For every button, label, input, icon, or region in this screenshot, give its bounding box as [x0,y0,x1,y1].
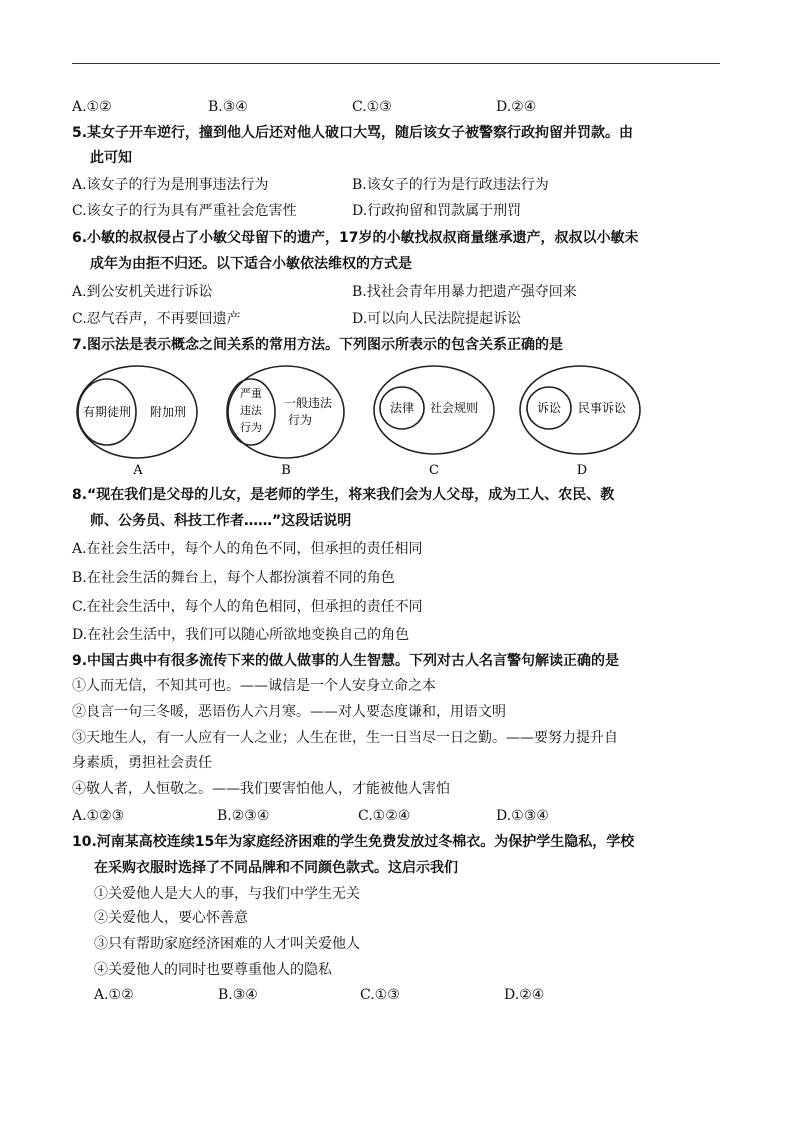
diagram-a-outer-label: 附加刑 [149,405,187,419]
q9-item-3-cont: 身素质，勇担社会责任 [72,755,212,771]
diagram-d-outer-label: 民事诉讼 [577,401,627,415]
q6-option-d: D.可以向人民法院提起诉讼 [352,311,522,327]
q4-option-d: D.②④ [496,99,537,115]
header-rule [72,63,720,64]
q5-option-d: D.行政拘留和罚款属于刑罚 [352,203,522,219]
q9-option-a: A.①②③ [72,808,125,824]
q10-option-a: A.①② [94,987,134,1003]
diagram-d-letter: D [576,463,588,476]
q9-item-4: ④敬人者，人恒敬之。——我们要害怕他人，才能被他人害怕 [72,781,450,797]
q6-option-b: B.找社会青年用暴力把遗产强夺回来 [352,284,577,300]
q5-option-a: A.该女子的行为是刑事违法行为 [72,177,269,193]
q4-option-a: A.①② [72,99,112,115]
diagram-a [77,366,197,476]
q8-option-b: B.在社会生活的舞台上，每个人都扮演着不同的角色 [72,570,395,586]
q9-item-1: ①人而无信，不知其可也。——诚信是一个人安身立命之本 [72,678,436,694]
q10-option-d: D.②④ [504,987,545,1003]
diagram-a-inner-label: 有期徒刑 [82,405,132,419]
q10-option-c: C.①③ [360,987,400,1003]
q5-option-b: B.该女子的行为是行政违法行为 [352,177,549,193]
diagram-c-letter: C [429,463,439,476]
diagram-b-outer-label-2: 行为 [287,413,313,427]
q9-item-3: ③天地生人，有一人应有一人之业；人生在世，生一日当尽一日之勤。——要努力提升自 [72,730,618,746]
diagram-b-inner-label-1: 严重 [240,387,262,400]
q10-item-3: ③只有帮助家庭经济困难的人才叫关爱他人 [94,936,360,952]
diagram-b [227,366,344,476]
q6-option-c: C.忍气吞声，不再要回遗产 [72,311,241,327]
diagram-c [374,366,494,476]
q10-item-1: ①关爱他人是大人的事，与我们中学生无关 [94,886,360,902]
q10-stem: 10.河南某高校连续15年为家庭经济困难的学生免费发放过冬棉衣。为保护学生隐私，学校 [72,834,635,850]
q7-diagrams [72,364,672,476]
q5-stem: 5.某女子开车逆行，撞到他人后还对他人破口大骂，随后该女子被警察行政拘留并罚款。由 [72,125,634,141]
q9-option-b: B.②③④ [217,808,270,824]
diagram-b-inner-label-2: 违法 [240,404,262,417]
q8-stem-cont: 师、公务员、科技工作者……”这段话说明 [90,513,352,529]
q4-option-b: B.③④ [208,99,248,115]
q8-option-c: C.在社会生活中，每个人的角色相同，但承担的责任不同 [72,599,423,615]
q5-stem-cont: 此可知 [90,150,132,166]
diagram-c-inner-label: 法律 [389,401,415,415]
diagram-b-outer-label-1: 一般违法 [283,396,333,410]
q10-stem-cont: 在采购衣服时选择了不同品牌和不同颜色款式。这启示我们 [94,860,458,876]
q6-stem-cont: 成年为由拒不归还。以下适合小敏依法维权的方式是 [90,256,412,272]
diagram-d-inner-label: 诉讼 [536,401,562,415]
q9-item-2: ②良言一句三冬暖，恶语伤人六月寒。——对人要态度谦和，用语文明 [72,704,506,720]
q9-stem: 9.中国古典中有很多流传下来的做人做事的人生智慧。下列对古人名言警句解读正确的是 [72,653,620,669]
diagram-b-letter: B [281,463,291,476]
q4-option-c: C.①③ [352,99,392,115]
q8-option-d: D.在社会生活中，我们可以随心所欲地变换自己的角色 [72,627,410,643]
diagram-a-letter: A [133,463,143,476]
q10-item-4: ④关爱他人的同时也要尊重他人的隐私 [94,962,332,978]
q8-option-a: A.在社会生活中，每个人的角色不同，但承担的责任相同 [72,541,423,557]
q9-option-c: C.①②④ [358,808,411,824]
q5-option-c: C.该女子的行为具有严重社会危害性 [72,203,297,219]
q8-stem: 8.“现在我们是父母的儿女，是老师的学生，将来我们会为人父母，成为工人、农民、教 [72,487,615,503]
q7-stem: 7.图示法是表示概念之间关系的常用方法。下列图示所表示的包含关系正确的是 [72,337,564,353]
q10-option-b: B.③④ [218,987,258,1003]
diagram-b-inner-label-3: 行为 [240,421,262,434]
q7-diagram-svg [72,364,672,476]
diagram-d [520,366,640,476]
diagram-c-outer-label: 社会规则 [429,401,479,415]
q10-item-2: ②关爱他人，要心怀善意 [94,910,248,926]
q9-option-d: D.①③④ [496,808,549,824]
q6-stem: 6.小敏的叔叔侵占了小敏父母留下的遗产，17岁的小敏找叔叔商量继承遗产，叔叔以小敏未 [72,230,639,246]
q6-option-a: A.到公安机关进行诉讼 [72,284,213,300]
